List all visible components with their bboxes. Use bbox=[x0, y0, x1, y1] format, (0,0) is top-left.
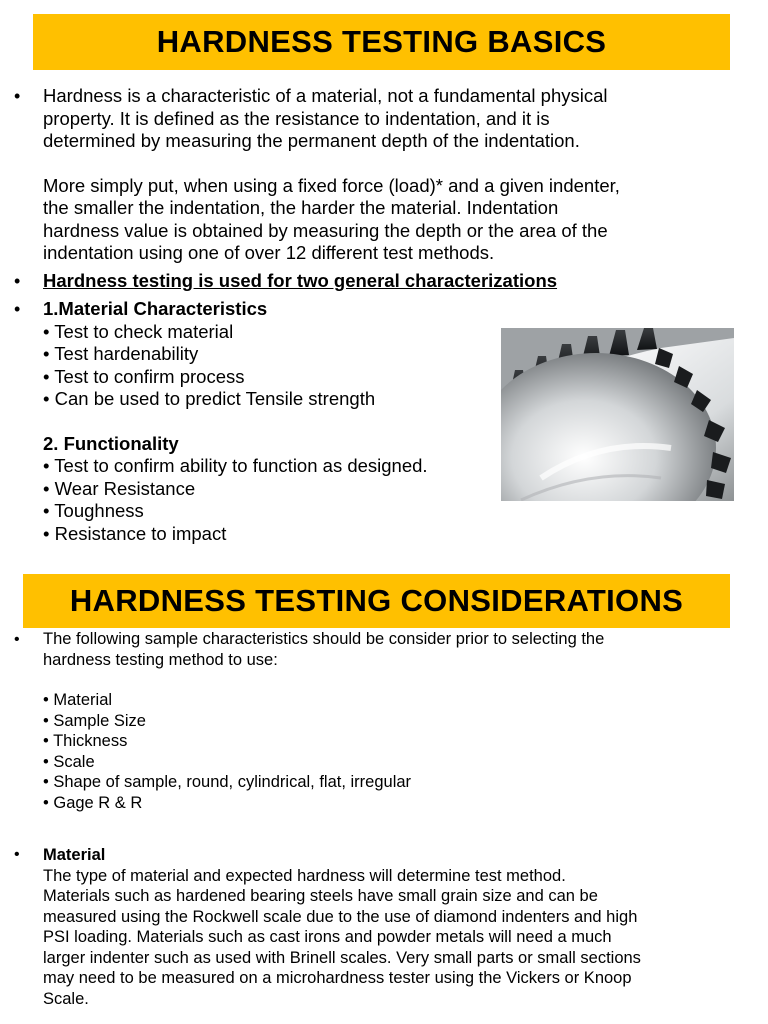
characterizations-list bbox=[43, 298, 428, 545]
text-line: larger indenter such as used with Brinell scales. Very small parts or small sections bbox=[43, 948, 641, 967]
list-item: • Toughness bbox=[43, 500, 144, 521]
text-line: More simply put, when using a fixed force (load)* and a given indenter, bbox=[43, 174, 620, 196]
section-title-basics: HARDNESS TESTING BASICS bbox=[33, 14, 730, 70]
characterizations-heading: Hardness testing is used for two general characterizations bbox=[43, 270, 558, 291]
material-paragraph bbox=[43, 845, 641, 1009]
bullet-marker: • bbox=[14, 271, 21, 291]
definition-paragraph bbox=[43, 85, 620, 265]
list-item: • Thickness bbox=[43, 732, 128, 750]
material-title: Material bbox=[43, 846, 106, 864]
bullet-marker: • bbox=[14, 846, 20, 863]
text-line: property. It is defined as the resistance to indentation, and it is bbox=[43, 107, 550, 129]
list-item: • Test to check material bbox=[43, 320, 234, 342]
list-item: • Material bbox=[43, 691, 113, 709]
list-item: • Resistance to impact bbox=[43, 522, 227, 544]
bullet-marker: • bbox=[14, 299, 21, 319]
text-line: the smaller the indentation, the harder the material. Indentation bbox=[43, 197, 559, 218]
text-line: determined by measuring the permanent depth of the indentation. bbox=[43, 130, 580, 151]
text-line: hardness value is obtained by measuring the depth or the area of the bbox=[43, 219, 608, 241]
list-item: • Wear Resistance bbox=[43, 477, 196, 499]
text-line: measured using the Rockwell scale due to the use of diamond indenters and high bbox=[43, 907, 638, 926]
text-line: PSI loading. Materials such as cast irons and powder metals will need a much bbox=[43, 928, 612, 946]
list-item: • Sample Size bbox=[43, 711, 146, 730]
list-item: • Can be used to predict Tensile strength bbox=[43, 388, 376, 409]
text-line: hardness testing method to use: bbox=[43, 650, 278, 669]
text-line: Materials such as hardened bearing steels have small grain size and can be bbox=[43, 887, 598, 905]
text-line: The following sample characteristics should be consider prior to selecting the bbox=[43, 630, 605, 648]
section-title-considerations: HARDNESS TESTING CONSIDERATIONS bbox=[23, 574, 730, 628]
list-item: • Test hardenability bbox=[43, 343, 199, 364]
considerations-intro bbox=[43, 629, 604, 813]
list-item: • Test to confirm process bbox=[43, 365, 245, 387]
list-item: • Gage R & R bbox=[43, 793, 143, 812]
text-line: indentation using one of over 12 different test methods. bbox=[43, 242, 495, 263]
bullet-marker: • bbox=[14, 631, 20, 648]
text-line: Hardness is a characteristic of a material, not a fundamental physical bbox=[43, 85, 608, 106]
text-line: may need to be measured on a microhardness tester using the Vickers or Knoop bbox=[43, 969, 632, 987]
bullet-marker: • bbox=[14, 86, 21, 106]
list-item: • Scale bbox=[43, 752, 95, 771]
group-title: 2. Functionality bbox=[43, 432, 179, 454]
gear-image bbox=[501, 328, 734, 501]
list-item: • Test to confirm ability to function as designed. bbox=[43, 455, 428, 476]
text-line: The type of material and expected hardness will determine test method. bbox=[43, 866, 566, 885]
text-line: Scale. bbox=[43, 989, 89, 1008]
group-title: 1.Material Characteristics bbox=[43, 298, 268, 319]
list-item: • Shape of sample, round, cylindrical, flat, irregular bbox=[43, 773, 412, 791]
